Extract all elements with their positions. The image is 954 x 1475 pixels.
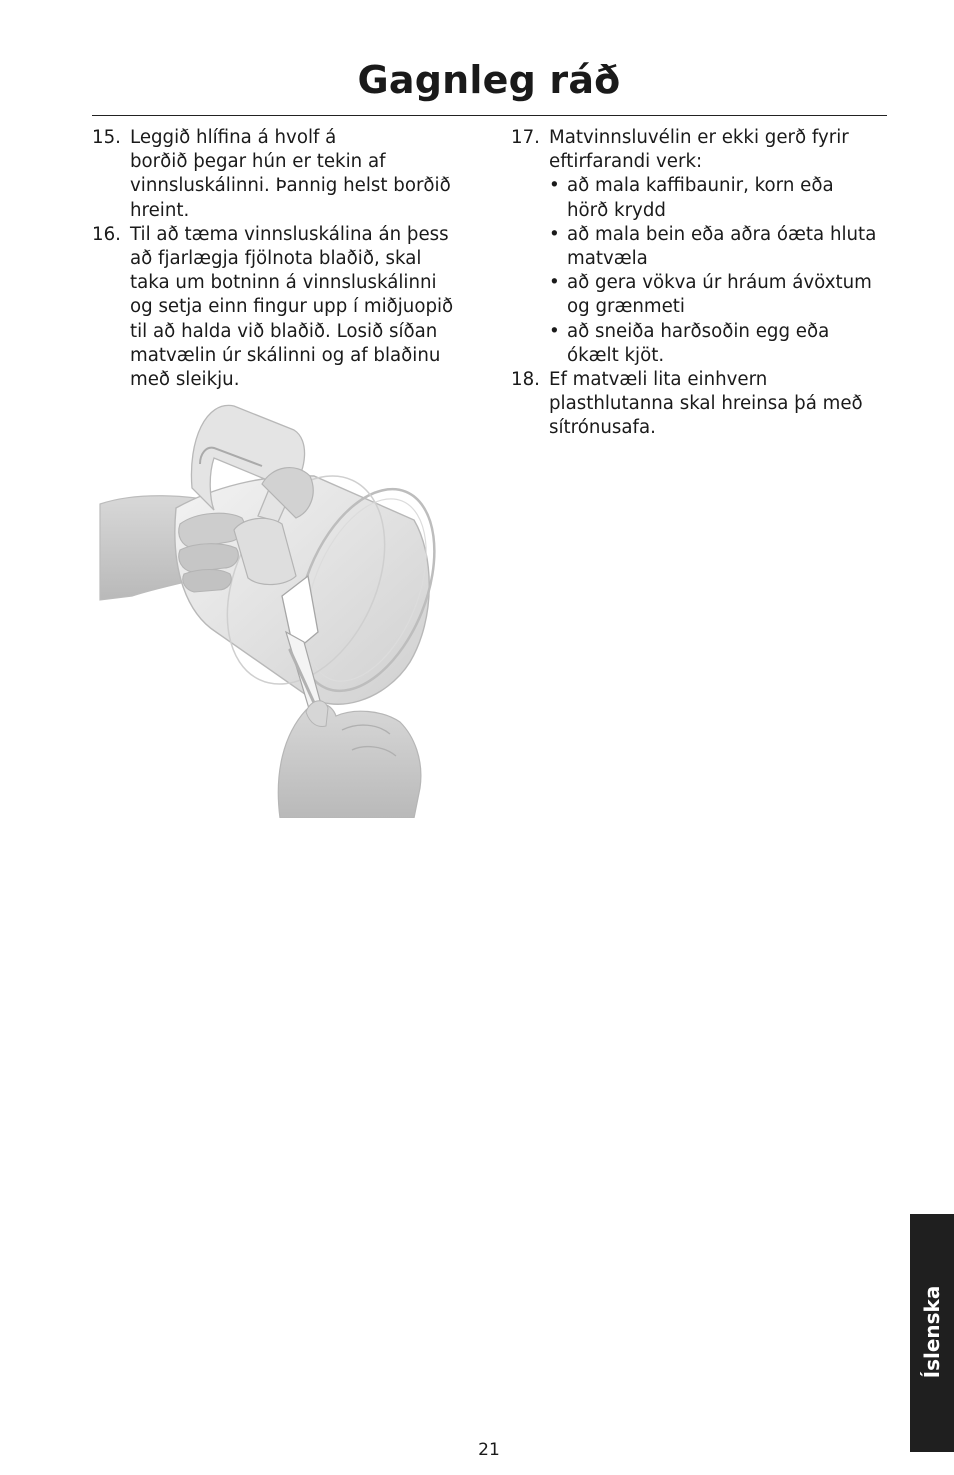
text-line: borðið þegar hún er tekin af (130, 151, 386, 173)
bullet-icon: • (549, 272, 560, 294)
text-line: hörð krydd (567, 199, 666, 221)
page-title: Gagnleg ráð (357, 58, 621, 102)
item-number: 17. (511, 127, 540, 148)
list-item-16 (92, 223, 477, 392)
list-item-17 (511, 126, 896, 368)
list-item-18 (511, 368, 896, 441)
bullet-item (549, 223, 896, 271)
text-line: ókælt kjöt. (567, 344, 665, 366)
title-divider (92, 115, 887, 116)
text-line: eftirfarandi verk: (549, 151, 703, 173)
text-line: og grænmeti (567, 296, 685, 318)
bullet-icon: • (549, 175, 560, 197)
item-number: 18. (511, 369, 540, 391)
text-line: og setja einn fingur upp í miðjuopið (130, 296, 454, 318)
bullet-item (549, 174, 896, 222)
left-column (92, 126, 477, 392)
bullet-icon: • (549, 320, 560, 342)
text-line: að gera vökva úr hráum ávöxtum (567, 272, 872, 294)
text-line: að mala bein eða aðra óæta hluta (567, 223, 877, 245)
text-line: til að halda við blaðið. Losið síðan (130, 320, 438, 342)
text-line: matvælin úr skálinni og af blaðinu (130, 344, 441, 366)
text-line: Til að tæma vinnsluskálina án þess (130, 223, 449, 245)
item-number: 16. (92, 223, 121, 245)
text-line: Matvinnsluvélin er ekki gerð fyrir (549, 127, 849, 148)
bullet-icon: • (549, 223, 560, 245)
language-tab-label: Íslenska (920, 1285, 944, 1379)
text-line: vinnsluskálinni. Þannig helst borðið (130, 175, 451, 197)
text-line: Ef matvæli lita einhvern (549, 369, 768, 391)
text-line: taka um botninn á vinnsluskálinni (130, 272, 437, 294)
text-line: að sneiða harðsoðin egg eða (567, 320, 830, 342)
right-column (511, 126, 896, 441)
text-line: Leggið hlífina á hvolf á (130, 127, 337, 148)
item-number: 15. (92, 127, 121, 148)
text-line: með sleikju. (130, 369, 240, 391)
page-number: 21 (478, 1440, 500, 1460)
bullet-item (549, 320, 896, 368)
bullet-item (549, 271, 896, 319)
text-line: matvæla (567, 248, 648, 270)
bowl-emptying-illustration (96, 400, 441, 818)
text-line: hreint. (130, 199, 190, 221)
text-line: sítrónusafa. (549, 417, 656, 439)
list-item-15 (92, 126, 477, 223)
language-tab (910, 1214, 954, 1452)
text-line: plasthlutanna skal hreinsa þá með (549, 393, 863, 415)
text-line: að fjarlægja fjölnota blaðið, skal (130, 248, 422, 270)
text-line: að mala kaffibaunir, korn eða (567, 175, 834, 197)
